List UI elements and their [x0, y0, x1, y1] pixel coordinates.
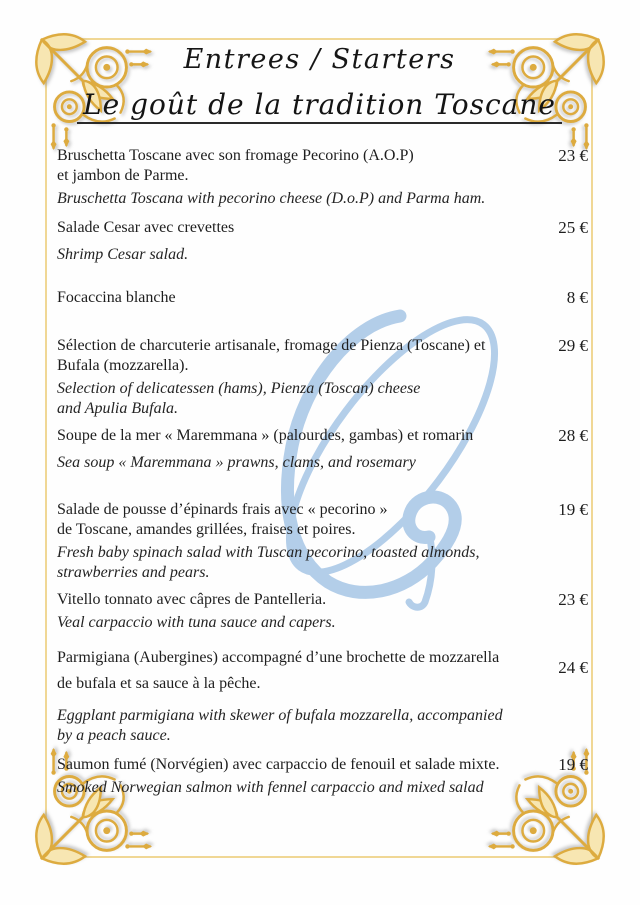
text-line: Vitello tonnato avec câpres de Pantelleria.: [57, 591, 327, 608]
page-subtitle-text: Le goût de la tradition Toscane: [77, 88, 562, 124]
item-description-english: [57, 706, 588, 746]
text-line: de Toscane, amandes grillées, fraises et poires.: [57, 521, 356, 538]
item-description-english: [57, 613, 588, 633]
item-price: 23 €: [558, 146, 588, 165]
item-price: 29 €: [558, 336, 588, 355]
frame-left-line: [45, 38, 47, 858]
item-description-english: [57, 245, 588, 265]
item-price: 25 €: [558, 218, 588, 237]
text-line: Selection of delicatessen (hams), Pienza (Toscan) cheese: [57, 380, 421, 397]
menu-item: [57, 336, 588, 419]
item-name-french: [57, 755, 588, 775]
text-line: Soupe de la mer « Maremmana » (palourdes, gambas) et romarin: [57, 427, 474, 444]
menu-item: [57, 590, 588, 633]
item-name-french: [57, 218, 588, 238]
text-line: and Apulia Bufala.: [57, 400, 179, 417]
text-line: Shrimp Cesar salad.: [57, 246, 189, 263]
menu-item: [57, 645, 588, 746]
item-name-french: [57, 146, 588, 186]
text-line: Bufala (mozzarella).: [57, 357, 189, 374]
item-price: 8 €: [566, 288, 588, 307]
text-line: by a peach sauce.: [57, 727, 171, 744]
text-line: Eggplant parmigiana with skewer of bufala mozzarella, accompanied: [57, 707, 503, 724]
text-line: Salade de pousse d’épinards frais avec « pecorino »: [57, 501, 388, 518]
text-line: Parmigiana (Aubergines) accompagné d’une brochette de mozzarella: [57, 649, 500, 666]
text-line: Saumon fumé (Norvégien) avec carpaccio de fenouil et salade mixte.: [57, 756, 500, 773]
item-name-french: [57, 288, 588, 308]
text-line: Veal carpaccio with tuna sauce and capers.: [57, 614, 336, 631]
text-line: Sea soup « Maremmana » prawns, clams, and rosemary: [57, 454, 416, 471]
text-line: Fresh baby spinach salad with Tuscan pecorino, toasted almonds,: [57, 544, 480, 561]
menu-item: [57, 755, 588, 798]
text-line: Salade Cesar avec crevettes: [57, 219, 235, 236]
item-description-english: [57, 778, 588, 798]
item-price: 28 €: [558, 426, 588, 445]
menu-item: [57, 146, 588, 209]
item-description-english: [57, 189, 588, 209]
item-name-french: [57, 590, 588, 610]
item-name-french: [57, 336, 588, 376]
menu-item: [57, 288, 588, 308]
item-price: 19 €: [558, 755, 588, 774]
text-line: strawberries and pears.: [57, 564, 210, 581]
frame-right-line: [591, 38, 593, 858]
item-description-english: [57, 543, 588, 583]
text-line: Sélection de charcuterie artisanale, fromage de Pienza (Toscane) et: [57, 337, 486, 354]
item-name-french: [57, 426, 588, 446]
item-description-english: [57, 453, 588, 473]
text-line: et jambon de Parme.: [57, 167, 189, 184]
text-line: Smoked Norwegian salmon with fennel carpaccio and mixed salad: [57, 779, 484, 796]
item-price: 19 €: [558, 500, 588, 519]
item-description-english: [57, 379, 588, 419]
item-name-french: [57, 645, 588, 697]
menu-item: [57, 426, 588, 473]
text-line: Bruschetta Toscana with pecorino cheese (D.o.P) and Parma ham.: [57, 190, 486, 207]
menu-item: [57, 500, 588, 583]
page-title: Entrees / Starters: [183, 44, 456, 75]
text-line: Bruschetta Toscane avec son fromage Pecorino (A.O.P): [57, 147, 414, 164]
text-line: de bufala et sa sauce à la pêche.: [57, 675, 261, 692]
item-name-french: [57, 500, 588, 540]
menu-item-list: [57, 0, 588, 905]
item-price: 23 €: [558, 590, 588, 609]
text-line: Focaccina blanche: [57, 289, 176, 306]
item-price: 24 €: [558, 658, 588, 677]
menu-item: [57, 218, 588, 265]
